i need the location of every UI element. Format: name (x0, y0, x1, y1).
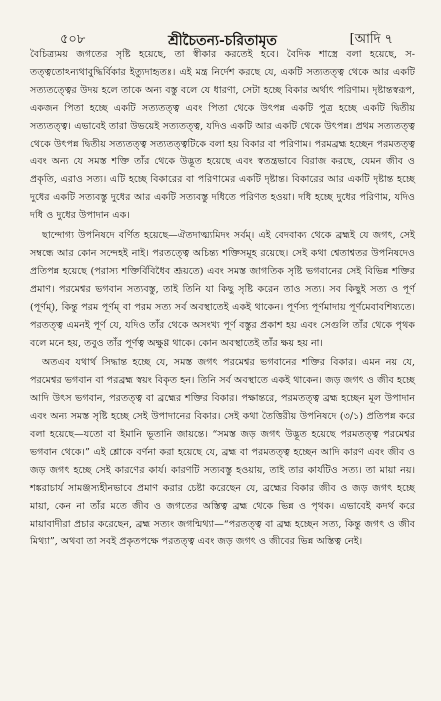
paragraph-2: ছান্দোগ্য উপনিষদে বর্ণিত হয়েছে—ঐতদাত্ম্যমিদং সর্বম্। এই বেদবাক্য থেকে ব্রহ্মই যে জগৎ, সেই সম্বন্ধে আর কোন সন্দেহই নাই। পরতত্ত্বে অচিন্ত্য শক্তিসমূহ রয়েছে। সেই কথা শ্বেতাশ্বতর উপনিষদেও প্রতিপন্ন হয়েছে (পরাস্য শক্তির্বিবিধৈব শ্রূয়তে) এবং সমস্ত জাগতিক সৃষ্টি ভগবানের সেই বিভিন্ন শক্তির প্রমাণ। পরমেশ্বর ভগবান সত্যবস্তু, তাই তিনি যা কিছু সৃষ্টি করেন তাও সত্য। সব কিছুই সত্য ও পূর্ণ (পূর্ণম্), কিন্তু পরম পূর্ণম্ বা পরম সত্য সর্ব অবস্থাতেই একই থাকেন। পূর্ণস্য পূর্ণমাদায় পূর্ণমেবাবশিষ্যতে। পরতত্ত্ব এমনই পূর্ণ যে, যদিও তাঁর থেকে অসংখ্য পূর্ণ বস্তুর প্রকাশ হয় এবং সেগুলি তাঁর থেকে পৃথক বলে মনে হয়, তবুও তাঁর পূর্ণত্ব অক্ষুণ্ণ থাকে। কোন অবস্থাতেই তাঁর ক্ষয় হয় না। (30, 230, 415, 349)
page-header (30, 0, 415, 49)
running-title: শ্রীচৈতন্য-চরিতামৃত (168, 33, 277, 49)
page-number: ৫০৮ (60, 32, 86, 47)
body-text (30, 46, 415, 551)
chapter-reference: [আদি ৭ (349, 32, 393, 47)
paragraph-1: বৈচিত্র্যময় জগতের সৃষ্টি হয়েছে, তা স্বীকার করতেই হবে। বৈদিক শাস্ত্রে বলা হয়েছে, স-তত্ত্বতোঽন্যথাবুদ্ধির্বিকার ইত্যুদাহৃতঃ। এই মন্ত্র নির্দেশ করছে যে, একটি সত্যতত্ত্ব থেকে আর একটি সত্যতত্ত্বের উদয় হলে তাকে অন্য বস্তু বলে যে ধারণা, সেটা হচ্ছে বিকার অর্থাৎ পরিণাম। দৃষ্টান্তস্বরূপ, একজন পিতা হচ্ছে একটি সত্যতত্ত্ব এবং পিতা থেকে উৎপন্ন একটি পুত্র হচ্ছে একটি দ্বিতীয় সত্যতত্ত্ব। এভাবেই তারা উভয়েই সত্যতত্ত্ব, যদিও একটি আর একটি থেকে উৎপন্ন। প্রথম সত্যতত্ত্ব থেকে উৎপন্ন দ্বিতীয় সত্যতত্ত্ব সত্যতত্ত্বটিকে বলা হয় বিকার বা পরিণাম। পরমব্রহ্ম হচ্ছেন পরমতত্ত্ব এবং অন্য যে সমস্ত শক্তি তাঁর থেকে উদ্ভূত হয়েছে এবং স্বতন্ত্রভাবে বিরাজ করছে, যেমন জীব ও প্রকৃতি, এরাও সত্য। এটি হচ্ছে বিকারের বা পরিণামের একটি দৃষ্টান্ত। বিকারের আর একটি দৃষ্টান্ত হচ্ছে দুধের একটি সত্যবস্তু দুধের আর একটি সত্যবস্তু দধিতে পরিণত হওয়া। দধি হচ্ছে দুধের পরিণাম, যদিও দধি ও দুধের উপাদান এক। (30, 49, 415, 222)
paragraph-3: অতএব যথার্থ সিদ্ধান্ত হচ্ছে যে, সমস্ত জগৎ পরমেশ্বর ভগবানের শক্তির বিকার। এমন নয় যে, পরমেশ্বর ভগবান বা পরব্রহ্ম স্বয়ং বিকৃত হন। তিনি সর্ব অবস্থাতে একই থাকেন। জড় জগৎ ও জীব হচ্ছে আদি উৎস ভগবান, পরতত্ত্ব বা ব্রহ্মের শক্তির বিকার। পক্ষান্তরে, পরমতত্ত্ব ব্রহ্ম হচ্ছেন মূল উপাদান এবং অন্য সমস্ত সৃষ্টি হচ্ছে সেই উপাদানের বিকার। সেই কথা তৈত্তিরীয় উপনিষদে (৩/১) প্রতিপন্ন করে বলা হয়েছে—যতো বা ইমানি ভূতানি জায়ন্তে। “সমস্ত জড় জগৎ উদ্ভূত হয়েছে পরমতত্ত্ব পরমেশ্বর ভগবান থেকে।” এই শ্লোকে বর্ণনা করা হয়েছে যে, ব্রহ্ম বা পরমতত্ত্ব হচ্ছেন আদি কারণ এবং জীব ও জড় জগৎ হচ্ছে সেই কারণের কার্য। কারণটি সত্যবস্তু হওয়ায়, তাই তার কার্যটিও সত্য। তা মায়া নয়। শঙ্করাচার্য সামঞ্জস্যহীনভাবে প্রমাণ করার চেষ্টা করেছেন যে, ব্রহ্মের বিকার জীব ও জড় জগৎ হচ্ছে মায়া, কেন না তাঁর মতে জীব ও জগতের অস্তিত্ব ব্রহ্ম থেকে ভিন্ন ও পৃথক। এভাবেই কদর্থ করে মায়াবাদীরা প্রচার করেছেন, ব্রহ্ম সত্যং জগন্মিথ্যা—“পরতত্ত্ব বা ব্রহ্ম হচ্ছেন সত্য, কিন্তু জগৎ ও জীব মিথ্যা”, অথবা তা সবই প্রকৃতপক্ষে পরতত্ত্ব এবং জড় জগৎ ও জীবের ভিন্ন অস্তিত্ব নেই। (30, 357, 415, 548)
